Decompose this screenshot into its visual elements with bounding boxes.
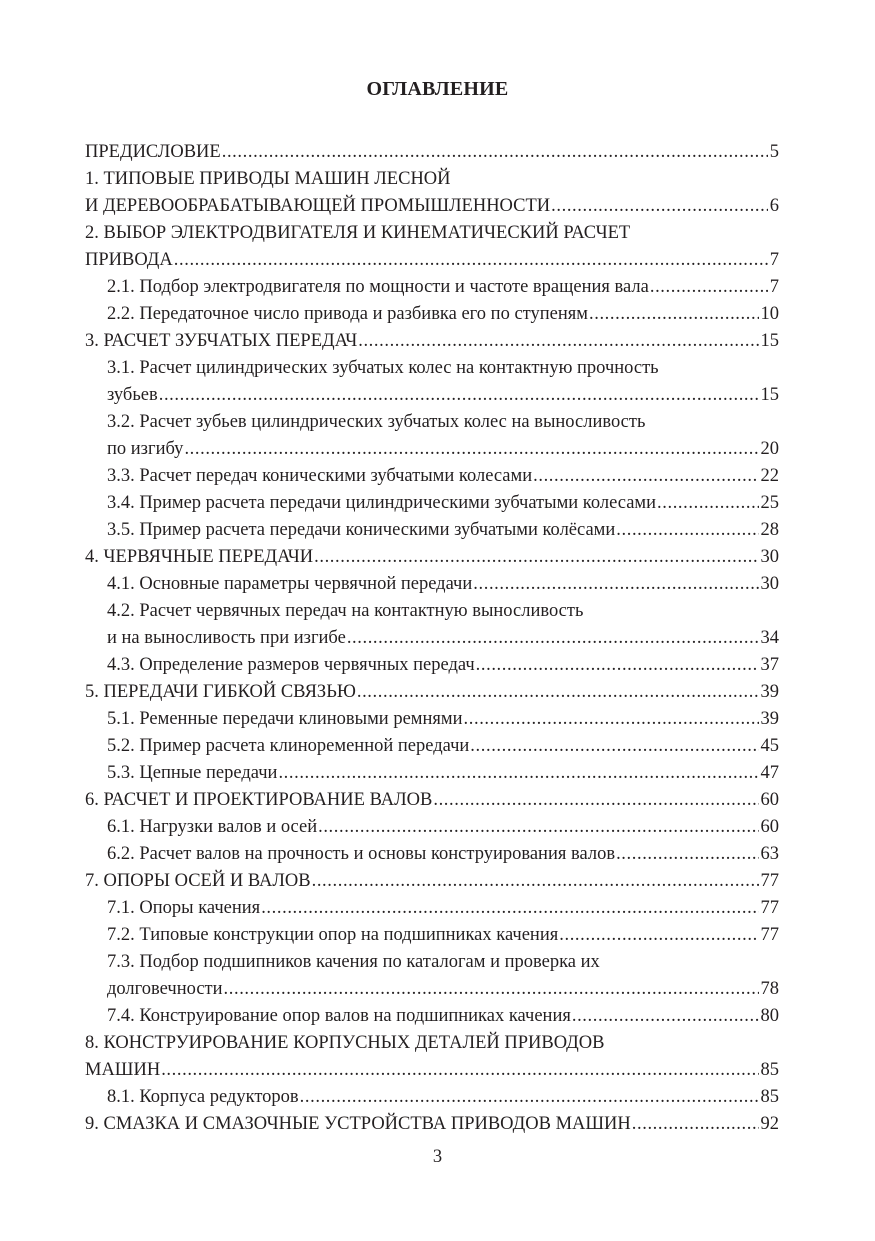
- toc-entry-title: 3.4. Пример расчета передачи цилиндрическими зубчатыми колесами: [107, 493, 657, 513]
- toc-entry-line: [85, 355, 779, 382]
- toc-entry-title: и на выносливость при изгибе: [107, 628, 346, 648]
- toc-entry[interactable]: [85, 706, 779, 733]
- toc-entry-line: [85, 247, 779, 274]
- toc-entry-page: 28: [760, 520, 779, 540]
- page-title: ОГЛАВЛЕНИЕ: [366, 78, 509, 100]
- toc-entry-title: 9. СМАЗКА И СМАЗОЧНЫЕ УСТРОЙСТВА ПРИВОДОВ МАШИН: [85, 1114, 631, 1134]
- leader-dots: [432, 787, 758, 814]
- toc-entry-page: 30: [760, 547, 779, 567]
- toc-entry-page: 20: [760, 439, 779, 459]
- toc-entry-title: 7.3. Подбор подшипников качения по каталогам и проверка их: [107, 952, 600, 972]
- toc-entry-title: 6.2. Расчет валов на прочность и основы конструирования валов: [107, 844, 616, 864]
- toc-entry-page: 80: [760, 1006, 779, 1026]
- toc-entry-title: 8.1. Корпуса редукторов: [107, 1087, 299, 1107]
- toc-entry-page: 85: [760, 1060, 779, 1080]
- leader-dots: [313, 544, 758, 571]
- leader-dots: [317, 814, 758, 841]
- toc-entry-page: 77: [760, 871, 779, 891]
- toc-entry[interactable]: [85, 544, 779, 571]
- leader-dots: [615, 841, 758, 868]
- toc-entry-page: 30: [760, 574, 779, 594]
- toc-entry[interactable]: [85, 490, 779, 517]
- toc-entry-page: 60: [760, 790, 779, 810]
- toc-entry-line: [85, 922, 779, 949]
- toc-entry-title: 2.2. Передаточное число привода и разбивка его по ступеням: [107, 304, 588, 324]
- leader-dots: [346, 625, 759, 652]
- toc-entry[interactable]: [85, 598, 779, 652]
- toc-entry-line: [85, 220, 779, 247]
- toc-entry-page: 7: [769, 277, 779, 297]
- leader-dots: [472, 571, 758, 598]
- toc-entry-line: [85, 328, 779, 355]
- leader-dots: [223, 976, 759, 1003]
- toc-entry-title: И ДЕРЕВООБРАБАТЫВАЮЩЕЙ ПРОМЫШЛЕННОСТИ: [85, 196, 551, 216]
- toc-entry-title: 6. РАСЧЕТ И ПРОЕКТИРОВАНИЕ ВАЛОВ: [85, 790, 433, 810]
- toc-entry[interactable]: [85, 895, 779, 922]
- leader-dots: [357, 328, 758, 355]
- toc-entry-line: [85, 409, 779, 436]
- toc-entry-line: [85, 1030, 779, 1057]
- toc-entry-title: 4.2. Расчет червячных передач на контактную выносливость: [107, 601, 584, 621]
- toc-entry-line: [85, 787, 779, 814]
- toc-entry-line: [85, 301, 779, 328]
- toc-entry-line: [85, 1003, 779, 1030]
- leader-dots: [221, 139, 768, 166]
- toc-entry-page: 77: [760, 898, 779, 918]
- toc-entry-page: 6: [769, 196, 779, 216]
- toc-entry-title: 3.5. Пример расчета передачи коническими зубчатыми колёсами: [107, 520, 616, 540]
- toc-entry-line: [85, 193, 779, 220]
- toc-entry[interactable]: [85, 274, 779, 301]
- toc-entry[interactable]: [85, 1111, 779, 1138]
- toc-entry-page: 34: [760, 628, 779, 648]
- toc-entry-page: 39: [760, 682, 779, 702]
- toc-entry-line: [85, 868, 779, 895]
- leader-dots: [550, 193, 768, 220]
- leader-dots: [158, 382, 759, 409]
- toc-entry-line: [85, 544, 779, 571]
- toc-entry-title: ПРИВОДА: [85, 250, 173, 270]
- toc-entry-page: 15: [760, 385, 779, 405]
- toc-entry-line: [85, 652, 779, 679]
- toc-entry-title: зубьев: [107, 385, 158, 405]
- leader-dots: [173, 247, 768, 274]
- toc-entry-page: 60: [760, 817, 779, 837]
- toc-entry-line: [85, 895, 779, 922]
- toc-entry-title: 8. КОНСТРУИРОВАНИЕ КОРПУСНЫХ ДЕТАЛЕЙ ПРИВОДОВ: [85, 1033, 605, 1053]
- toc-entry-title: по изгибу: [107, 439, 184, 459]
- toc-entry[interactable]: [85, 1084, 779, 1111]
- toc-entry-title: 4.3. Определение размеров червячных передач: [107, 655, 475, 675]
- toc-entry[interactable]: [85, 814, 779, 841]
- toc-entry-title: долговечности: [107, 979, 223, 999]
- toc-entry[interactable]: [85, 652, 779, 679]
- toc-entry-line: [85, 1084, 779, 1111]
- toc-entry-title: 3. РАСЧЕТ ЗУБЧАТЫХ ПЕРЕДАЧ: [85, 331, 358, 351]
- leader-dots: [311, 868, 759, 895]
- toc-entry-page: 10: [760, 304, 779, 324]
- toc-entry-line: [85, 571, 779, 598]
- toc-entry[interactable]: [85, 760, 779, 787]
- toc-entry-line: [85, 625, 779, 652]
- leader-dots: [469, 733, 758, 760]
- page-number: 3: [432, 1147, 443, 1167]
- toc-entry-page: 5: [769, 142, 779, 162]
- toc-entry-title: МАШИН: [85, 1060, 161, 1080]
- toc-entry-title: 5.2. Пример расчета клиноременной передачи: [107, 736, 470, 756]
- toc-entry-line: [85, 274, 779, 301]
- toc-entry[interactable]: [85, 733, 779, 760]
- toc-entry[interactable]: [85, 949, 779, 1003]
- toc-entry-line: [85, 517, 779, 544]
- toc-entry-page: 37: [760, 655, 779, 675]
- toc-entry-line: [85, 382, 779, 409]
- toc-entry-line: [85, 1057, 779, 1084]
- toc-entry-title: 7.2. Типовые конструкции опор на подшипниках качения: [107, 925, 559, 945]
- toc-entry-page: 77: [760, 925, 779, 945]
- leader-dots: [558, 922, 758, 949]
- leader-dots: [356, 679, 759, 706]
- toc-entry-page: 15: [760, 331, 779, 351]
- toc-entry[interactable]: [85, 220, 779, 274]
- toc-entry-line: [85, 1111, 779, 1138]
- toc-entry-page: 47: [760, 763, 779, 783]
- toc-entry-line: [85, 814, 779, 841]
- toc-entry-title: 7.4. Конструирование опор валов на подшипниках качения: [107, 1006, 571, 1026]
- toc-entry-page: 92: [760, 1114, 779, 1134]
- toc-entry-page: 22: [760, 466, 779, 486]
- toc-entry-title: 2. ВЫБОР ЭЛЕКТРОДВИГАТЕЛЯ И КИНЕМАТИЧЕСКИЙ РАСЧЕТ: [85, 223, 631, 243]
- toc-entry-title: 7. ОПОРЫ ОСЕЙ И ВАЛОВ: [85, 871, 311, 891]
- toc-entry-page: 7: [769, 250, 779, 270]
- leader-dots: [631, 1111, 759, 1138]
- toc-entry-line: [85, 679, 779, 706]
- toc-entry-line: [85, 598, 779, 625]
- toc-entry-page: 78: [760, 979, 779, 999]
- toc-entry[interactable]: [85, 679, 779, 706]
- leader-dots: [656, 490, 758, 517]
- toc-entry-line: [85, 760, 779, 787]
- toc-entry[interactable]: [85, 1030, 779, 1084]
- toc-entry-page: 63: [760, 844, 779, 864]
- toc-entry-line: [85, 166, 779, 193]
- toc-entry-title: 4.1. Основные параметры червячной передачи: [107, 574, 473, 594]
- toc-entry[interactable]: [85, 517, 779, 544]
- leader-dots: [588, 301, 759, 328]
- toc-entry-title: 2.1. Подбор электродвигателя по мощности и частоте вращения вала: [107, 277, 649, 297]
- toc-entry-line: [85, 976, 779, 1003]
- leader-dots: [183, 436, 758, 463]
- toc-entry-line: [85, 463, 779, 490]
- toc-entry-line: [85, 139, 779, 166]
- leader-dots: [160, 1057, 758, 1084]
- toc-entry-page: 45: [760, 736, 779, 756]
- toc-entry[interactable]: [85, 166, 779, 220]
- toc-entry[interactable]: [85, 841, 779, 868]
- toc-entry-line: [85, 706, 779, 733]
- leader-dots: [649, 274, 768, 301]
- toc-entry-line: [85, 733, 779, 760]
- toc-entry[interactable]: [85, 355, 779, 409]
- toc-entry-title: 7.1. Опоры качения: [107, 898, 261, 918]
- leader-dots: [260, 895, 758, 922]
- toc-entry-line: [85, 436, 779, 463]
- toc-entry[interactable]: [85, 922, 779, 949]
- leader-dots: [532, 463, 758, 490]
- toc-entry-page: 25: [760, 493, 779, 513]
- toc-entry[interactable]: [85, 328, 779, 355]
- toc-entry-title: 3.2. Расчет зубьев цилиндрических зубчатых колес на выносливость: [107, 412, 646, 432]
- toc-entry[interactable]: [85, 787, 779, 814]
- leader-dots: [463, 706, 759, 733]
- toc-entry-title: 5.1. Ременные передачи клиновыми ремнями: [107, 709, 463, 729]
- toc-entry[interactable]: [85, 868, 779, 895]
- toc-entry-title: 5. ПЕРЕДАЧИ ГИБКОЙ СВЯЗЬЮ: [85, 682, 356, 702]
- toc-entry-title: 5.3. Цепные передачи: [107, 763, 278, 783]
- leader-dots: [299, 1084, 759, 1111]
- leader-dots: [571, 1003, 759, 1030]
- toc-entry-title: 1. ТИПОВЫЕ ПРИВОДЫ МАШИН ЛЕСНОЙ: [85, 169, 451, 189]
- toc-entry[interactable]: [85, 463, 779, 490]
- toc-entry-title: 6.1. Нагрузки валов и осей: [107, 817, 318, 837]
- toc-entry-line: [85, 490, 779, 517]
- toc-entry-page: 39: [760, 709, 779, 729]
- leader-dots: [475, 652, 759, 679]
- toc-entry[interactable]: [85, 409, 779, 463]
- toc-entry[interactable]: [85, 1003, 779, 1030]
- leader-dots: [615, 517, 758, 544]
- toc-entry-line: [85, 841, 779, 868]
- toc-entry-line: [85, 949, 779, 976]
- leader-dots: [277, 760, 758, 787]
- toc-entry[interactable]: [85, 301, 779, 328]
- table-of-contents: [85, 139, 779, 1138]
- toc-entry-title: 3.1. Расчет цилиндрических зубчатых колес на контактную прочность: [107, 358, 659, 378]
- toc-entry-title: 3.3. Расчет передач коническими зубчатыми колесами: [107, 466, 533, 486]
- toc-entry-title: ПРЕДИСЛОВИЕ: [85, 142, 221, 162]
- toc-entry[interactable]: [85, 571, 779, 598]
- toc-entry[interactable]: [85, 139, 779, 166]
- toc-entry-title: 4. ЧЕРВЯЧНЫЕ ПЕРЕДАЧИ: [85, 547, 314, 567]
- toc-entry-page: 85: [760, 1087, 779, 1107]
